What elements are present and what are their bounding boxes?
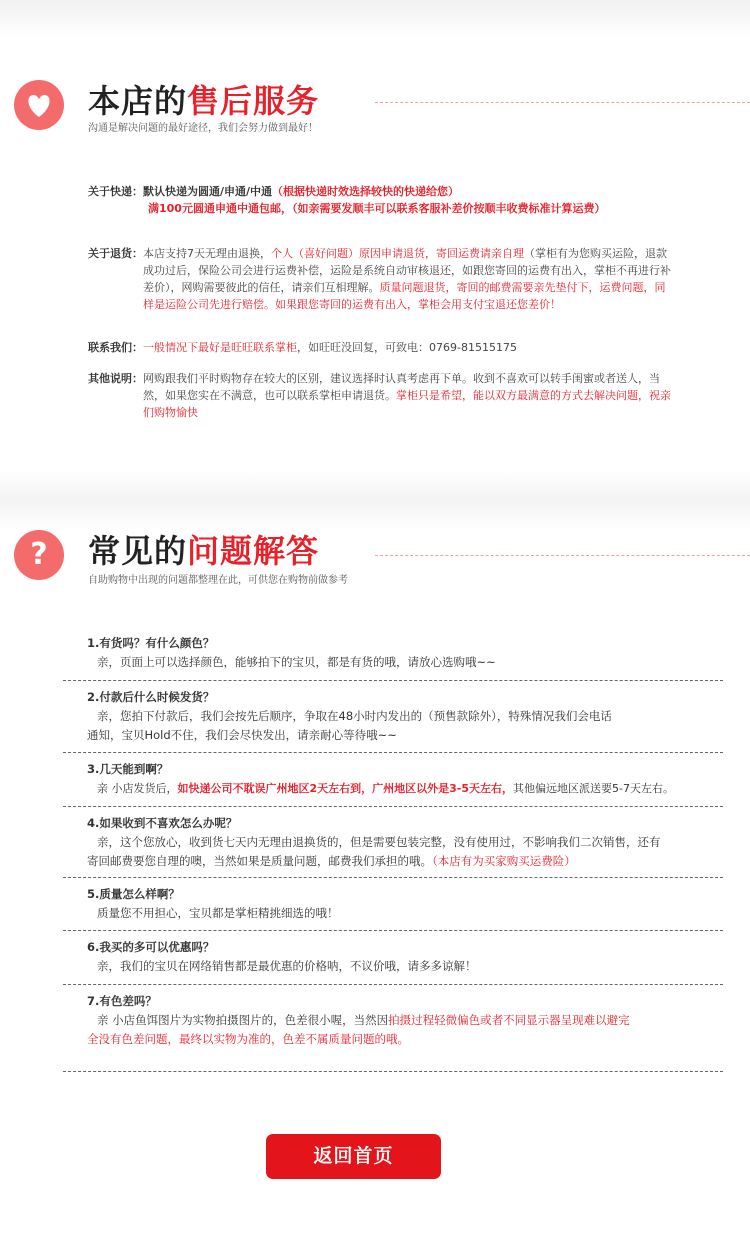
return-home-button[interactable]: 返回首页	[266, 1134, 441, 1179]
faq-item: 6.我买的多可以优惠吗？ 亲，我们的宝贝在网络销售都是最优惠的价格呐，不议价哦，请多多谅解！	[87, 940, 477, 973]
faq-item: 5.质量怎么样啊？ 质量您不用担心，宝贝都是掌柜精挑细选的哦！	[87, 887, 339, 920]
question-icon: ?	[14, 530, 64, 580]
divider	[63, 984, 723, 985]
faq-subtitle: 自助购物中出现的问题都整理在此，可供您在购物前做参考	[88, 575, 348, 586]
other-info: 其他说明： 网购跟我们平时购物存在较大的区别，建议选择时认真考虑再下单。收到不喜欢可以转手闺蜜或者送人，当然，如果您实在不满意，也可以联系掌柜申请退货。掌柜只是希望，能以双方最满意的方式去解决问题，祝亲们购物愉快	[88, 372, 671, 419]
divider	[63, 877, 723, 878]
top-shade	[0, 0, 750, 40]
divider	[63, 752, 723, 753]
after-sales-subtitle: 沟通是解决问题的最好途径，我们会努力做到最好！	[88, 123, 318, 134]
returns-info: 关于退货： 本店支持7天无理由退换，个人（喜好问题）原因申请退货，寄回运费请亲自理（掌柜有为您购买运险，退款成功过后，保险公司会进行运费补偿，运险是系统自动审核退还，如跟您寄回的运费有出入，掌柜不再进行补差价），网购需要彼此的信任，请亲们互相理解。质量问题退货，寄回的邮费需要亲先垫付下，运费问题，同样是运险公司先进行赔偿。如果跟您寄回的运费有出入，掌柜会用支付宝退还您差价！	[88, 247, 671, 311]
section-rule	[375, 555, 750, 556]
faq-item: 2.付款后什么时候发货？ 亲，您拍下付款后，我们会按先后顺序，争取在48小时内发出的（预售款除外），特殊情况我们会电话 通知，宝贝Hold不住，我们会尽快发出，请亲耐心等待哦~~	[87, 690, 612, 742]
faq-item: 1.有货吗？有什么颜色？ 亲，页面上可以选择颜色，能够拍下的宝贝，都是有货的哦，请放心选购哦~~	[87, 636, 496, 669]
faq-title: 常见的问题解答	[88, 532, 320, 570]
divider	[63, 930, 723, 931]
contact-info: 联系我们：一般情况下最好是旺旺联系掌柜，如旺旺没回复，可致电：0769-81515175	[88, 341, 517, 354]
section-divider-shade	[0, 470, 750, 530]
heart-icon	[14, 80, 64, 130]
divider	[63, 806, 723, 807]
express-info: 关于快递：默认快递为圆通/申通/中通（根据快递时效选择较快的快递给您） 满100元圆通申通中通包邮，（如亲需要发顺丰可以联系客服补差价按顺丰收费标准计算运费）	[88, 185, 606, 215]
faq-item: 4.如果收到不喜欢怎么办呢？ 亲，这个您放心，收到货七天内无理由退换货的，但是需要包装完整，没有使用过，不影响我们二次销售，还有 寄回邮费要您自理的噢，当然如果是质量问题，邮费我们承担的哦。（本店有为买家购买运费险）	[87, 816, 661, 868]
section-rule	[375, 102, 750, 103]
faq-item: 7.有色差吗？ 亲 小店鱼饵图片为实物拍摄图片的，色差很小喔，当然因拍摄过程轻微偏色或者不同显示器呈现难以避完 全没有色差问题，最终以实物为准的，色差不属质量问题的哦。	[87, 994, 630, 1046]
divider	[63, 1071, 723, 1072]
after-sales-title: 本店的售后服务	[88, 82, 320, 120]
faq-item: 3.几天能到啊？ 亲 小店发货后，如快递公司不耽误广州地区2天左右到，广州地区以外是3-5天左右，其他偏远地区派送要5-7天左右。	[87, 762, 674, 795]
divider	[63, 680, 723, 681]
